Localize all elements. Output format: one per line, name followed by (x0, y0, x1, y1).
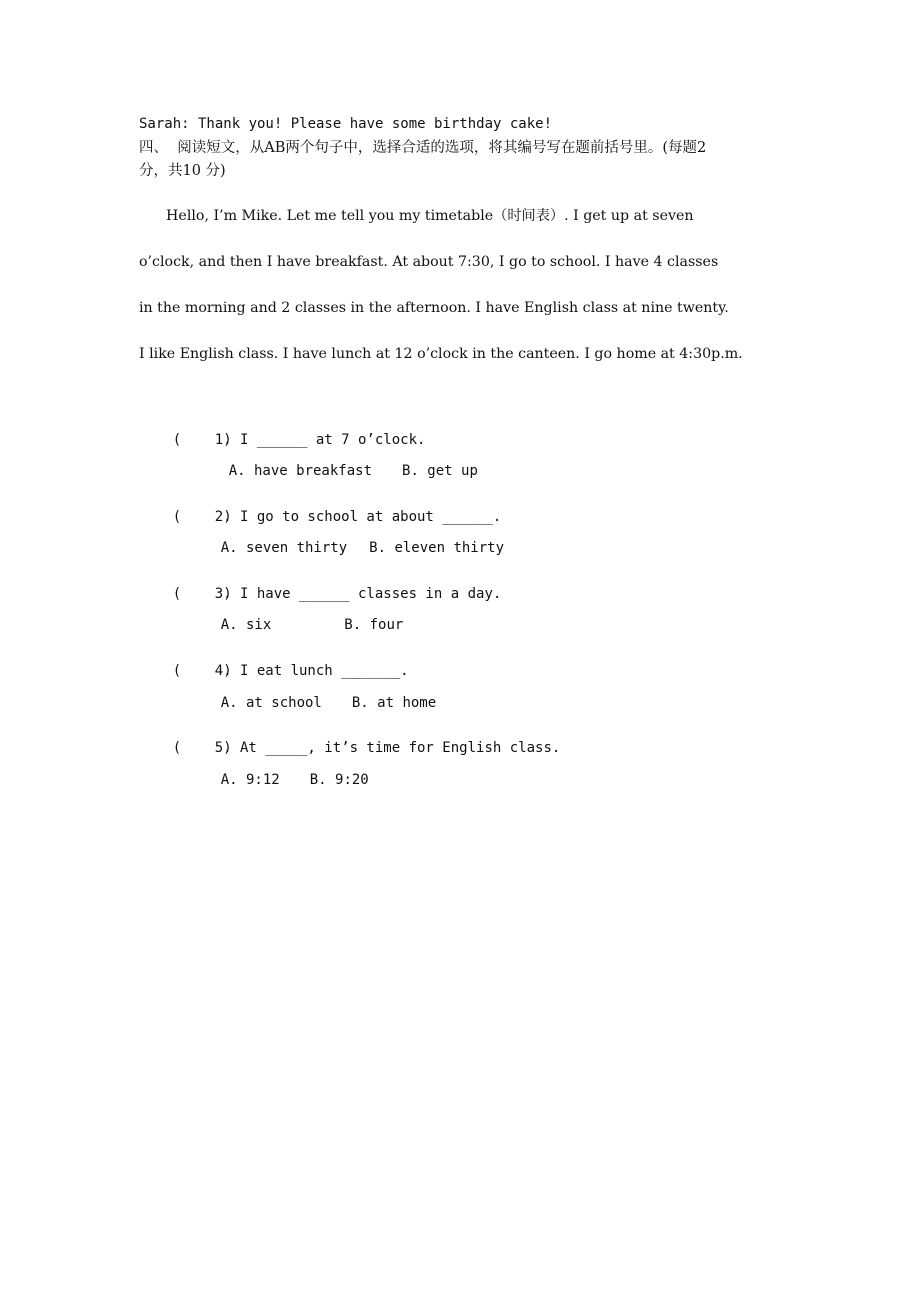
question-5-options (187, 750, 369, 810)
passage-line-1: Hello, I’m Mike. Let me tell you my timetable（时间表）. I get up at seven (139, 208, 694, 224)
option-a: A. six (220, 617, 272, 633)
option-b: B. at home (351, 695, 437, 711)
answer-paren[interactable]: ( ) (172, 663, 232, 679)
option-b: B. four (344, 617, 404, 633)
passage-line-3: in the morning and 2 classes in the afternoon. I have English class at nine twenty. (139, 300, 729, 316)
dialogue-line: Sarah: Thank you! Please have some birthday cake! (139, 116, 553, 132)
passage-line-2: o’clock, and then I have breakfast. At about 7:30, I go to school. I have 4 classes (139, 254, 719, 270)
question-text: 2. I go to school at about ______. (214, 509, 502, 525)
passage-line-4: I like English class. I have lunch at 12 o’clock in the canteen. I go home at 4:30p.m. (139, 346, 743, 362)
option-b: B. get up (402, 463, 478, 479)
answer-paren[interactable]: ( ) (172, 432, 232, 448)
option-a: A. seven thirty (220, 540, 348, 556)
option-b: B. 9:20 (309, 772, 369, 788)
question-text: 1. I ______ at 7 o’clock. (214, 432, 426, 448)
section-heading-line2: 分，共10 分) (139, 163, 226, 179)
answer-paren[interactable]: ( ) (172, 586, 232, 602)
option-a: A. have breakfast (228, 463, 373, 479)
option-a: A. at school (220, 695, 322, 711)
option-a: A. 9:12 (220, 772, 280, 788)
option-b: B. eleven thirty (369, 540, 505, 556)
section-heading-line1: 四、 阅读短文，从AB两个句子中，选择合适的选项，将其编号写在题前括号里。(每题2 (139, 140, 707, 156)
question-text: 4. I eat lunch _______. (214, 663, 409, 679)
answer-paren[interactable]: ( ) (172, 509, 232, 525)
answer-paren[interactable]: ( ) (172, 740, 232, 756)
question-text: 3. I have ______ classes in a day. (214, 586, 502, 602)
question-text: 5. At _____, it’s time for English class. (214, 740, 561, 756)
